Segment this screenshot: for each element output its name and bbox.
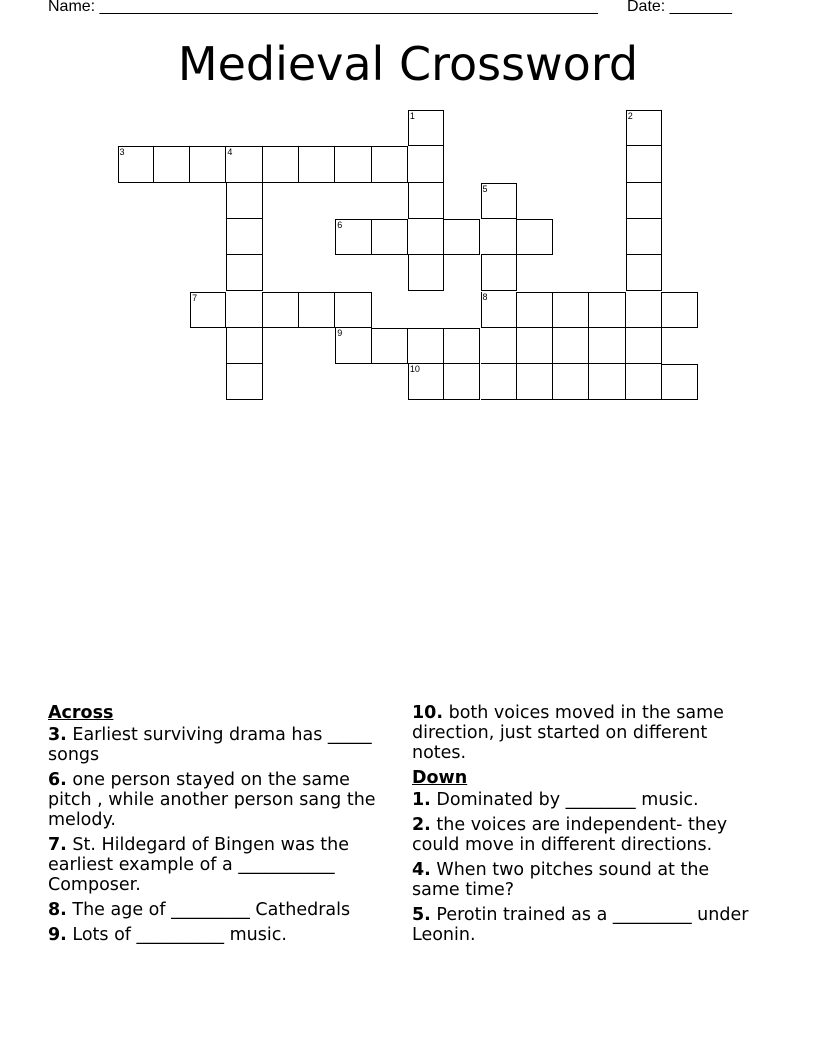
clues-right-column (412, 703, 757, 950)
grid-cell[interactable] (481, 255, 517, 291)
grid-cell[interactable] (226, 219, 262, 255)
grid-cell[interactable] (662, 292, 698, 328)
cell-number: 6 (337, 219, 343, 230)
across-clue-3 (48, 725, 398, 765)
grid-cell[interactable] (626, 255, 662, 291)
clue-number: 5. (412, 905, 431, 925)
clue-text: the voices are independent- they could move in different directions. (412, 815, 728, 855)
grid-cell[interactable] (408, 328, 444, 364)
grid-cell[interactable] (408, 146, 444, 182)
crossword-grid (0, 0, 816, 420)
name-field-label: Name: ________________________________________________________ (48, 0, 598, 15)
grid-cell[interactable] (335, 328, 371, 364)
clue-number: 6. (48, 770, 67, 790)
grid-cell[interactable] (226, 255, 262, 291)
cell-number: 8 (482, 291, 488, 302)
date-field-label: Date: _______ (627, 0, 732, 15)
cell-number: 3 (119, 147, 125, 158)
grid-cell[interactable] (335, 219, 371, 255)
grid-cell[interactable] (589, 292, 625, 328)
grid-cell[interactable] (626, 364, 662, 400)
grid-cell[interactable] (226, 364, 262, 400)
across-clue-10 (412, 703, 757, 763)
across-clue-6 (48, 770, 398, 830)
grid-cell[interactable] (444, 364, 480, 400)
grid-cell[interactable] (263, 146, 299, 182)
grid-cell[interactable] (626, 219, 662, 255)
clues-left-column (48, 703, 398, 950)
clue-number: 3. (48, 725, 67, 745)
cell-number: 9 (337, 327, 343, 338)
cell-number: 7 (192, 292, 198, 303)
grid-cell[interactable] (481, 292, 517, 328)
grid-cell[interactable] (372, 328, 408, 364)
across-clue-8 (48, 900, 398, 920)
grid-cell[interactable] (444, 219, 480, 255)
grid-cell[interactable] (444, 328, 480, 364)
down-clue-4 (412, 860, 757, 900)
clue-text: one person stayed on the same pitch , while another person sang the melody. (48, 770, 376, 830)
clue-text: Dominated by ________ music. (436, 790, 699, 810)
grid-cell[interactable] (481, 219, 517, 255)
grid-cell[interactable] (372, 146, 408, 182)
cell-number: 10 (409, 364, 420, 375)
grid-cell[interactable] (226, 328, 262, 364)
cell-number: 1 (409, 111, 415, 121)
grid-cell[interactable] (626, 292, 662, 328)
grid-cell[interactable] (553, 364, 589, 400)
grid-cell[interactable] (408, 364, 444, 400)
grid-cell[interactable] (589, 328, 625, 364)
grid-cell[interactable] (626, 328, 662, 364)
down-clue-5 (412, 905, 757, 945)
grid-cell[interactable] (408, 255, 444, 291)
grid-cell[interactable] (154, 146, 190, 182)
grid-cell[interactable] (662, 364, 698, 400)
grid-cell[interactable] (372, 219, 408, 255)
grid-cell[interactable] (299, 146, 335, 182)
clue-text: Lots of __________ music. (72, 925, 287, 945)
grid-cell[interactable] (263, 292, 299, 328)
grid-cell[interactable] (226, 146, 262, 182)
clue-number: 8. (48, 900, 67, 920)
clue-number: 9. (48, 925, 67, 945)
clue-number: 10. (412, 703, 444, 723)
page-title: Medieval Crossword (177, 37, 639, 91)
grid-cell[interactable] (118, 146, 154, 182)
grid-cell[interactable] (626, 110, 662, 146)
grid-cell[interactable] (408, 183, 444, 219)
clue-text: St. Hildegard of Bingen was the earliest example of a ___________ Composer. (48, 835, 350, 895)
cell-number: 2 (627, 111, 633, 121)
grid-cell[interactable] (335, 146, 371, 182)
across-clue-9 (48, 925, 398, 945)
grid-cell[interactable] (190, 146, 226, 182)
grid-cell[interactable] (517, 292, 553, 328)
grid-cell[interactable] (190, 292, 226, 328)
grid-cell[interactable] (553, 292, 589, 328)
clue-number: 7. (48, 835, 67, 855)
grid-cell[interactable] (481, 328, 517, 364)
down-clue-2 (412, 815, 757, 855)
across-heading: Across (48, 703, 114, 723)
grid-cell[interactable] (517, 219, 553, 255)
grid-cell[interactable] (481, 364, 517, 400)
cell-number: 4 (227, 147, 233, 158)
clue-number: 2. (412, 815, 431, 835)
grid-cell[interactable] (335, 292, 371, 328)
grid-cell[interactable] (553, 328, 589, 364)
grid-cell[interactable] (589, 364, 625, 400)
grid-cell[interactable] (626, 146, 662, 182)
down-clue-1 (412, 790, 757, 810)
down-heading: Down (412, 768, 468, 788)
grid-cell[interactable] (626, 183, 662, 219)
clue-text: Perotin trained as a _________ under Leonin. (412, 905, 749, 945)
grid-cell[interactable] (226, 183, 262, 219)
grid-cell[interactable] (517, 364, 553, 400)
grid-cell[interactable] (408, 110, 444, 146)
clue-number: 4. (412, 860, 431, 880)
grid-cell[interactable] (481, 183, 517, 219)
clue-number: 1. (412, 790, 431, 810)
grid-cell[interactable] (517, 328, 553, 364)
clue-text: When two pitches sound at the same time? (412, 860, 710, 900)
clue-text: The age of _________ Cathedrals (72, 900, 351, 920)
grid-cell[interactable] (408, 219, 444, 255)
clue-text: Earliest surviving drama has _____ songs (48, 725, 372, 765)
cell-number: 5 (482, 183, 488, 194)
grid-cell[interactable] (226, 292, 262, 328)
grid-cell[interactable] (299, 292, 335, 328)
across-clue-7 (48, 835, 398, 895)
clue-text: both voices moved in the same direction, just started on different notes. (412, 703, 724, 763)
